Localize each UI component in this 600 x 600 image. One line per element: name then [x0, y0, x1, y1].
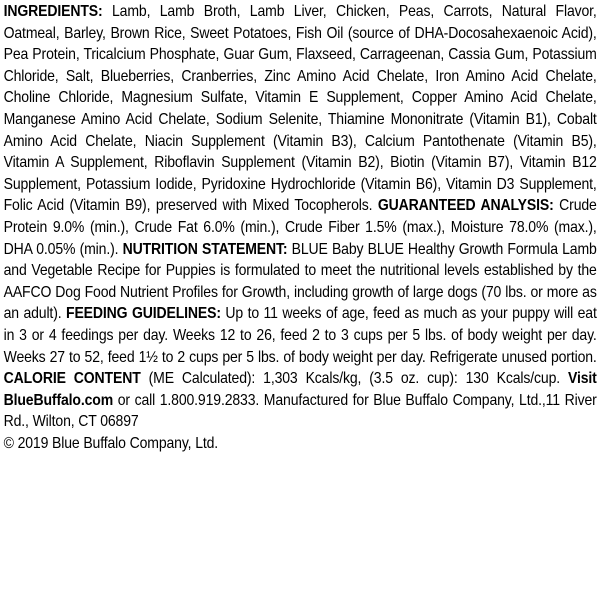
nutrition-statement-heading: NUTRITION STATEMENT: [122, 240, 288, 258]
calorie-content-heading: CALORIE CONTENT [3, 370, 141, 388]
feeding-guidelines-heading: FEEDING GUIDELINES: [66, 305, 221, 323]
guaranteed-analysis-text: Crude Protein 9.0% (min.), Crude Fat 6.0% (min.), Crude Fiber 1.5% (max.), Moisture 78.0% (max.), DHA 0.05% (min.). [3, 197, 597, 258]
ingredients-heading: INGREDIENTS: [3, 3, 103, 20]
label-paragraph [4, 1, 597, 433]
copyright-text: © 2019 Blue Buffalo Company, Ltd. [3, 434, 219, 452]
phone-text: or call 1.800.919.2833. [113, 391, 264, 409]
manufacturer-text: Manufactured for Blue Buffalo Company, Ltd.,11 River Rd., Wilton, CT 06897 [3, 391, 597, 431]
guaranteed-analysis-heading: GUARANTEED ANALYSIS: [377, 197, 554, 215]
nutrition-statement-text: BLUE Baby BLUE Healthy Growth Formula Lamb and Vegetable Recipe for Puppies is formulated to meet the nutritional levels established by the AAFCO Dog Food Nutrient Profiles for Growth, including growth of large dogs (70 lbs. or more as an adult). [3, 240, 597, 323]
calorie-content-text: (ME Calculated): 1,303 Kcals/kg, (3.5 oz. cup): 130 Kcals/cup. [140, 370, 568, 388]
website-link: Visit BlueBuffalo.com [3, 370, 597, 409]
ingredients-text: Lamb, Lamb Broth, Lamb Liver, Chicken, Peas, Carrots, Natural Flavor, Oatmeal, Barley, Brown Rice, Sweet Potatoes, Fish Oil (source of DHA-Docosahexaenoic Acid), Pea Protein, Tricalcium Phosphate, Guar Gum, Flaxseed, Carrageenan, Cassia Gum, Potassium Chloride, Salt, Blueberries, Cranberries, Zinc Amino Acid Chelate, Iron Amino Acid Chelate, Choline Chloride, Magnesium Sulfate, Vitamin E Supplement, Copper Amino Acid Chelate, Manganese Amino Acid Chelate, Sodium Selenite, Thiamine Mononitrate (Vitamin B1), Cobalt Amino Acid Chelate, Niacin Supplement (Vitamin B3), Calcium Pantothenate (Vitamin B5), Vitamin A Supplement, Riboflavin Supplement (Vitamin B2), Biotin (Vitamin B7), Vitamin B12 Supplement, Potassium Iodide, Pyridoxine Hydrochloride (Vitamin B6), Vitamin D3 Supplement, Folic Acid (Vitamin B9), preserved with Mixed Tocopherols. [3, 3, 597, 215]
feeding-guidelines-text: Up to 11 weeks of age, feed as much as your puppy will eat in 3 or 4 feedings per day. Weeks 12 to 26, feed 2 to 3 cups per 5 lbs. of body weight per day. Weeks 27 to 52, feed 1½ to 2 cups per 5 lbs. of body weight per day. Refrigerate unused portion. [3, 305, 597, 366]
